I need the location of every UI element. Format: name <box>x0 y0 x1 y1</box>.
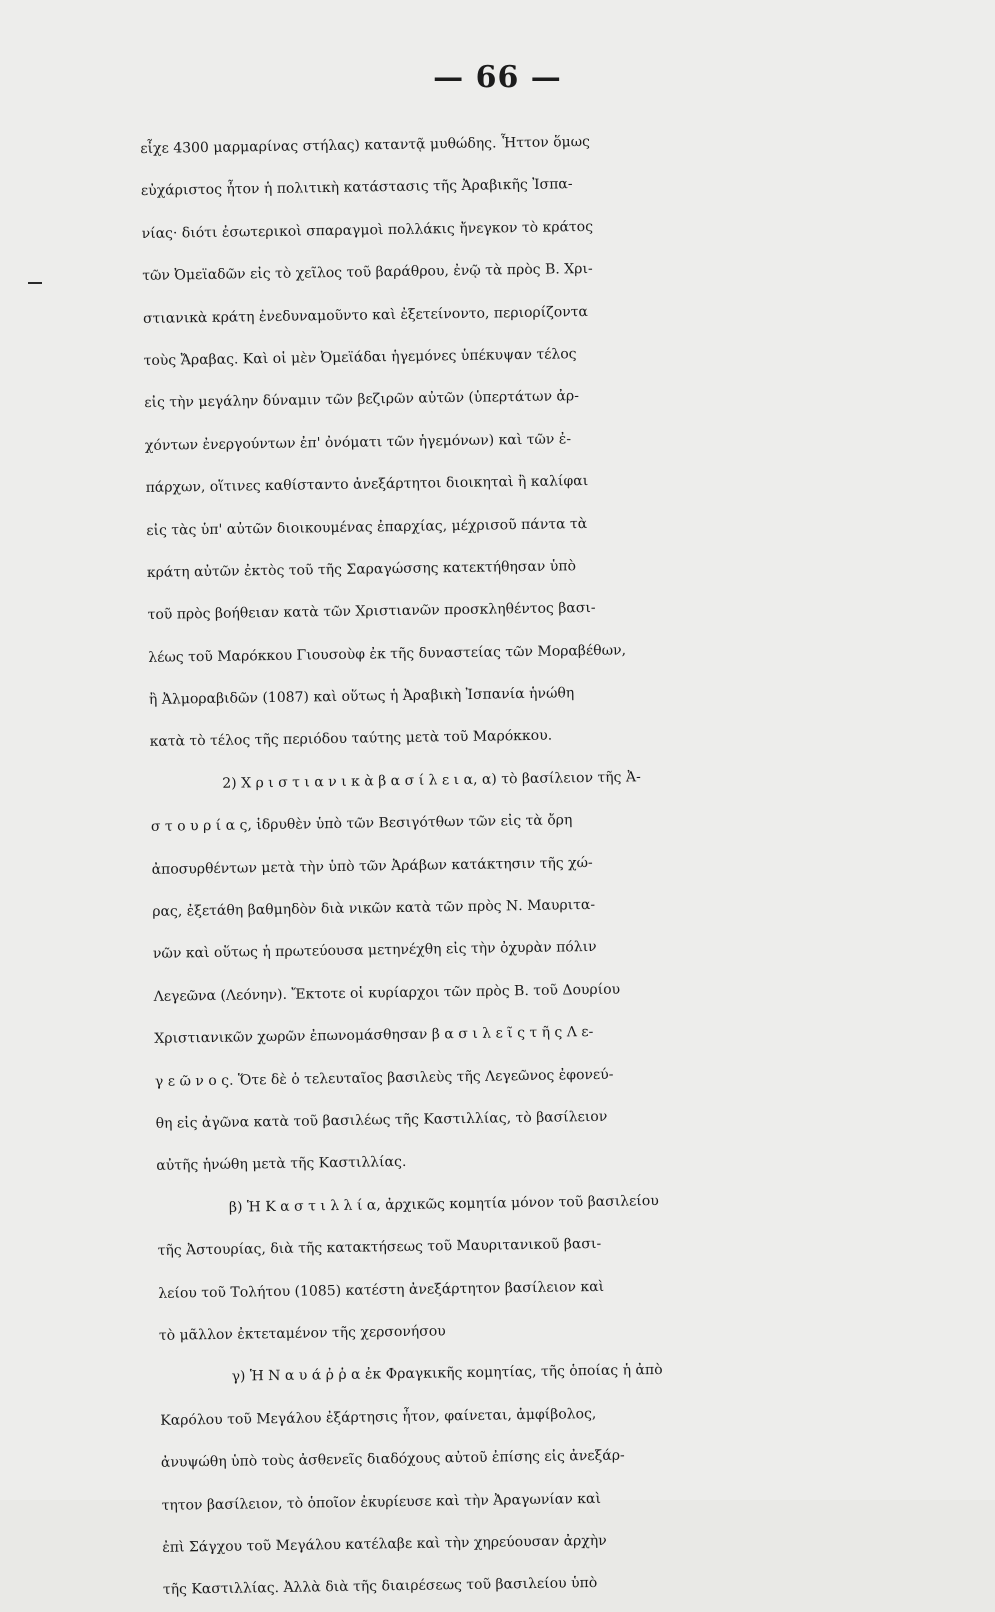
text-line: εὐχάριστος ἦτον ἡ πολιτικὴ κατάστασις τῆς Ἀραβικῆς Ἰσπα- <box>140 176 573 200</box>
text-line: ἐπὶ Σάγχου τοῦ Μεγάλου κατέλαβε καὶ τὴν χηρεύουσαν ἀρχὴν <box>162 1532 607 1556</box>
text-line: Καρόλου τοῦ Μεγάλου ἐξάρτησις ἦτον, φαίνεται, ἀμφίβολος, <box>160 1405 597 1429</box>
text-line: στιανικὰ κράτη ἐνεδυναμοῦντο καὶ ἐξετείνοντο, περιορίζοντα <box>142 303 589 327</box>
text-line: ρας, ἐξετάθη βαθμηδὸν διὰ νικῶν κατὰ τῶν πρὸς Ν. Μαυριτα- <box>152 896 596 920</box>
text-line: τοῦ πρὸς βοήθειαν κατὰ τῶν Χριστιανῶν προσκληθέντος βασι- <box>147 600 596 624</box>
text-line: κράτη αὐτῶν ἐκτὸς τοῦ τῆς Σαραγώσσης κατεκτήθησαν ὑπὸ <box>146 558 577 581</box>
text-line: β) Ἡ Κ α σ τ ι λ λ ί α, ἀρχικῶς κομητία μόνον τοῦ βασιλείου <box>228 1192 659 1216</box>
text-line: πάρχων, οἵτινες καθίσταντο ἀνεξάρτητοι διοικηταὶ ἢ καλίφαι <box>145 473 589 497</box>
text-line: γ ε ῶ ν ο ς. Ὅτε δὲ ὁ τελευταῖος βασιλεὺς τῆς Λεγεῶνος ἐφονεύ- <box>154 1066 614 1090</box>
text-line: εἰς τὴν μεγάλην δύναμιν τῶν βεζιρῶν αὐτῶν (ὑπερτάτων ἀρ- <box>144 388 580 412</box>
text-line: τῆς Ἀστουρίας, διὰ τῆς κατακτήσεως τοῦ Μαυριτανικοῦ βασι- <box>157 1236 602 1260</box>
page-number: — 66 — <box>433 60 562 95</box>
text-line: εἶχε 4300 μαρμαρίνας στήλας) καταντᾷ μυθώδης. Ἧττον ὅμως <box>140 133 591 157</box>
text-line: νῶν καὶ οὕτως ἡ πρωτεύουσα μετηνέχθη εἰς τὴν ὀχυρὰν πόλιν <box>152 939 597 963</box>
text-line: τητον βασίλειον, τὸ ὁποῖον ἐκυρίευσε καὶ τὴν Ἀραγωνίαν καὶ <box>161 1490 602 1514</box>
text-line: σ τ ο υ ρ ί α ς, ἱδρυθὲν ὑπὸ τῶν Βεσιγότθων τῶν εἰς τὰ ὄρη <box>150 812 573 836</box>
text-line: χόντων ἐνεργούντων ἐπ' ὀνόματι τῶν ἡγεμόνων) καὶ τῶν ἐ- <box>144 431 572 454</box>
text-line: τὸ μᾶλλον ἐκτεταμένον τῆς χερσονήσου <box>158 1323 446 1344</box>
text-line: Λεγεῶνα (Λεόνην). Ἔκτοτε οἱ κυρίαρχοι τῶν πρὸς Β. τοῦ Δουρίου <box>153 981 621 1005</box>
text-line: νίας· διότι ἐσωτερικοὶ σπαραγμοὶ πολλάκις ἤνεγκον τὸ κράτος <box>141 218 594 242</box>
text-line: ἀποσυρθέντων μετὰ τὴν ὑπὸ τῶν Ἀράβων κατάκτησιν τῆς χώ- <box>151 854 593 878</box>
text-line: τῶν Ὀμεϊαδῶν εἰς τὸ χεῖλος τοῦ βαράθρου, ἐνῷ τὰ πρὸς Β. Χρι- <box>142 261 593 285</box>
text-line: λείου τοῦ Τολήτου (1085) κατέστη ἀνεξάρτητον βασίλειον καὶ <box>158 1278 605 1302</box>
text-line: Χριστιανικῶν χωρῶν ἐπωνομάσθησαν β α σ ι λ ε ῖ ς τ ῆ ς Λ ε- <box>154 1024 594 1048</box>
text-line: γ) Ἡ Ν α υ ά ῤ ῥ α ἐκ Φραγκικῆς κομητίας, τῆς ὁποίας ἡ ἀπὸ <box>231 1362 663 1386</box>
text-line: 2) Χ ρ ι σ τ ι α ν ι κ ὰ β α σ ί λ ε ι α, α) τὸ βασίλειον τῆς Ἀ- <box>222 769 641 792</box>
text-line: θη εἰς ἀγῶνα κατὰ τοῦ βασιλέως τῆς Καστιλλίας, τὸ βασίλειον <box>155 1108 608 1132</box>
text-line: ἢ Ἀλμοραβιδῶν (1087) καὶ οὕτως ἡ Ἀραβικὴ Ἰσπανία ἡνώθη <box>148 685 575 709</box>
margin-mark <box>28 282 42 284</box>
text-line: αὐτῆς ἡνώθη μετὰ τῆς Καστιλλίας. <box>156 1154 407 1175</box>
text-line: εἰς τὰς ὑπ' αὐτῶν διοικουμένας ἐπαρχίας, μέχρισοῦ πάντα τὰ <box>146 515 588 539</box>
body-text <box>140 115 993 1612</box>
text-line: λέως τοῦ Μαρόκκου Γιουσοὺφ ἐκ τῆς δυναστείας τῶν Μοραβέθων, <box>148 642 627 666</box>
text-line: τῆς Καστιλλίας. Ἀλλὰ διὰ τῆς διαιρέσεως τοῦ βασιλείου ὑπὸ <box>162 1575 598 1599</box>
text-line: ἀνυψώθη ὑπὸ τοὺς ἀσθενεῖς διαδόχους αὐτοῦ ἐπίσης εἰς ἀνεξάρ- <box>160 1447 625 1471</box>
text-line: κατὰ τὸ τέλος τῆς περιόδου ταύτης μετὰ τοῦ Μαρόκκου. <box>149 728 553 751</box>
text-line: τοὺς Ἄραβας. Καὶ οἱ μὲν Ὀμεϊάδαι ἡγεμόνες ὑπέκυψαν τέλος <box>143 346 577 369</box>
